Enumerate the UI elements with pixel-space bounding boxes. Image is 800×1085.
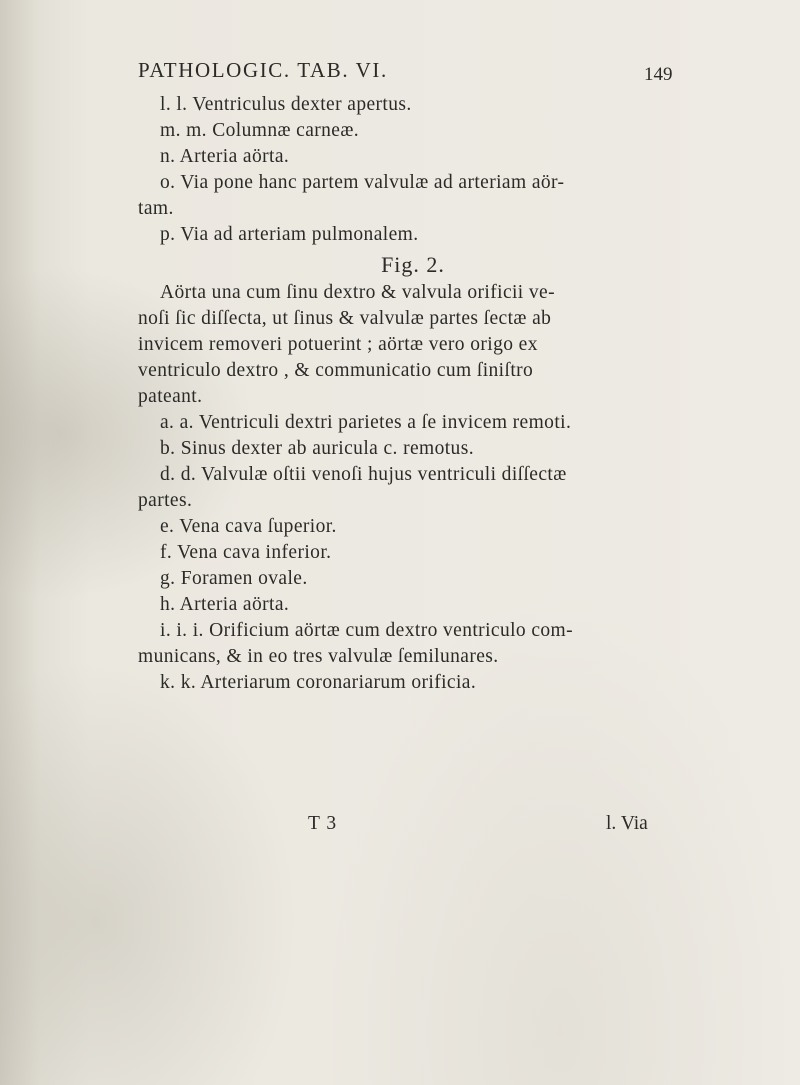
legend-line: i. i. i. Orificium aörtæ cum dextro ventriculo com- — [160, 620, 574, 641]
legend-line: k. k. Arteriarum coronariarum orificia. — [160, 672, 477, 693]
paragraph-line: invicem removeri potuerint ; aörtæ vero origo ex — [138, 334, 538, 355]
legend-line: e. Vena cava ſuperior. — [160, 516, 337, 537]
paragraph-line: ventriculo dextro , & communicatio cum ſiniſtro — [138, 360, 534, 381]
page-text — [138, 92, 668, 696]
figure-heading: Fig. 2. — [381, 252, 445, 277]
legend-line: f. Vena cava inferior. — [160, 542, 332, 563]
paragraph-line: Aörta una cum ſinu dextro & valvula orificii ve- — [160, 282, 556, 303]
signature-mark: T 3 — [308, 813, 338, 834]
legend-line: l. l. Ventriculus dexter apertus. — [160, 94, 412, 115]
legend-line: n. Arteria aörta. — [160, 146, 290, 167]
legend-line: municans, & in eo tres valvulæ ſemilunares. — [138, 646, 499, 667]
running-title: PATHOLOGIC. TAB. VI. — [138, 58, 388, 82]
page-number: 149 — [644, 64, 673, 85]
legend-line: h. Arteria aörta. — [160, 594, 290, 615]
legend-line: partes. — [138, 490, 193, 511]
legend-line: o. Via pone hanc partem valvulæ ad arteriam aör- — [160, 172, 565, 193]
legend-line: a. a. Ventriculi dextri parietes a ſe invicem remoti. — [160, 412, 572, 433]
legend-line: m. m. Columnæ carneæ. — [160, 120, 360, 141]
legend-line: d. d. Valvulæ oſtii venoſi hujus ventriculi diſſectæ — [160, 464, 567, 485]
legend-line: g. Foramen ovale. — [160, 568, 308, 589]
legend-line: p. Via ad arteriam pulmonalem. — [160, 224, 419, 245]
legend-line: tam. — [138, 198, 174, 219]
page-header — [138, 58, 673, 85]
page-footer — [138, 813, 668, 843]
legend-line: b. Sinus dexter ab auricula c. remotus. — [160, 438, 474, 459]
catchword: l. Via — [606, 813, 648, 834]
paragraph-line: noſi ſic diſſecta, ut ſinus & valvulæ partes ſectæ ab — [138, 308, 552, 329]
paragraph-line: pateant. — [138, 386, 203, 407]
